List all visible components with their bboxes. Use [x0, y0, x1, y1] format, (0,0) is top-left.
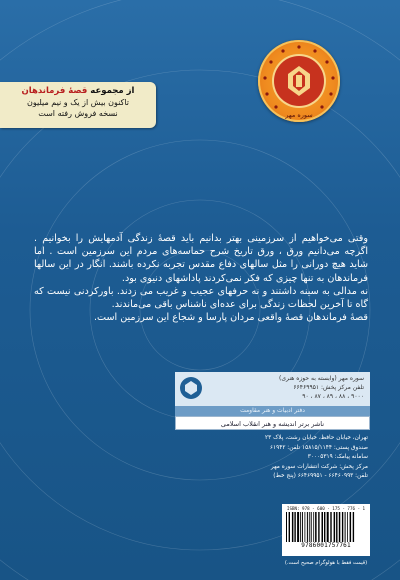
blurb-paragraph: وقتی می‌خواهیم از سرزمینی بهتر بدانیم باید قصهٔ زندگی آدمهایش را بخوانیم . اگرچه می‌دانیم ورق ، ورق تاریخ شرح حماسه‌های مردم این سرزمین است . اما شاید هیچ دورانی را مثل سالهای دفاع مقدس تجربه نکرده باشند. انگار در این سالها فرماندهان به تنها چیزی که فکر نمی‌کردند پاداشهای دنیوی بود.: [34, 233, 368, 284]
publisher-seal-logo: [258, 40, 340, 122]
series-banner: [0, 82, 156, 128]
barcode-bar: [318, 512, 319, 542]
barcode-bar: [322, 512, 324, 542]
barcode-bar: [336, 512, 337, 542]
barcode-bar: [342, 512, 343, 542]
series-sales: تاکنون بیش از یک و نیم میلیون: [26, 98, 130, 107]
series-name: قصهٔ فرماندهان: [21, 86, 88, 96]
barcode-bar: [305, 512, 306, 542]
barcode-bar: [294, 512, 295, 542]
barcode-bar: [302, 512, 303, 542]
barcode-bar: [307, 512, 308, 542]
seal-text: سوره مهر: [285, 111, 313, 119]
blurb-paragraph: قصهٔ فرماندهان قصهٔ واقعی مردان پارسا و شجاع این سرزمین است.: [93, 312, 368, 324]
barcode-bar: [350, 512, 352, 542]
address-line: تلفن: ۶۶۴۶۰۹۹۳ - ۶۶۴۶۹۹۵۱ (پنج خط): [273, 473, 368, 480]
address-line: مرکز پخش: شرکت انتشارات سوره مهر: [270, 463, 368, 470]
series-prefix: از مجموعه: [87, 86, 135, 96]
barcode-bar: [324, 512, 325, 542]
barcode-bar: [315, 512, 317, 542]
barcode-bar: [289, 512, 290, 542]
series-sales-suffix: نسخه فروش رفته است: [38, 109, 118, 118]
price-note: (قیمت فقط با هولوگرام صحیح است.): [284, 560, 368, 566]
barcode-bar: [286, 512, 287, 542]
blurb-text: [34, 232, 368, 324]
barcode-bars: [285, 512, 367, 542]
barcode-bar: [353, 512, 354, 542]
barcode-bar: [292, 512, 294, 542]
isbn-text: ISBN: 978 - 600 - 175 - 776 - 1: [286, 506, 366, 511]
barcode-bar: [339, 512, 341, 542]
publisher-small-logo: [179, 376, 203, 400]
barcode-bar: [330, 512, 331, 542]
barcode-number: 9786001757761: [301, 542, 351, 549]
barcode-bar: [345, 512, 346, 542]
isbn-barcode: [282, 504, 370, 556]
barcode-bar: [297, 512, 299, 542]
catalog-line: سوره مهر (وابسته به حوزه هنری): [278, 375, 364, 382]
address-line: سامانه پیامک: ۳۰۰۰۵۳۱۹: [307, 454, 368, 461]
barcode-bar: [334, 512, 336, 542]
catalog-line: تلفن مرکز پخش: ۶۶۴۶۹۹۵۱: [293, 384, 364, 391]
barcode-bar: [327, 512, 329, 542]
blurb-paragraph: نه مدالی به سینه داشتند و نه حرفهای عجیب و غریب می زدند. باورکردنی نیست که گاه تا آخرین لحظات زندگی برای عده‌ای ناشناس باقی می‌ماندند.: [34, 285, 368, 311]
address-line: تهران، خیابان حافظ، خیابان رشت، پلاک ۲۳: [265, 435, 368, 441]
catalog-panel: [175, 372, 370, 406]
publisher-address: [175, 434, 370, 482]
barcode-bar: [300, 512, 301, 542]
barcode-bar: [347, 512, 348, 542]
seal-emblem: [274, 56, 324, 106]
category-label: دفتر ادبیات و هنر مقاومت: [175, 406, 370, 416]
catalog-line: ۹۰۰۰ ، ۸۸ ، ۸۹ ، ۸۷ ، ۹۰: [302, 393, 364, 400]
address-line: صندوق پستی: ۱۵۸۱۵/۱۱۴۴ تلفن: ۶۱۹۴۲: [269, 444, 368, 451]
barcode-bar: [309, 512, 310, 542]
imprint-label: ناشر برتر اندیشه و هنر انقلاب اسلامی: [175, 416, 370, 430]
series-title: [6, 85, 150, 97]
barcode-bar: [313, 512, 314, 542]
barcode-bar: [311, 512, 312, 542]
